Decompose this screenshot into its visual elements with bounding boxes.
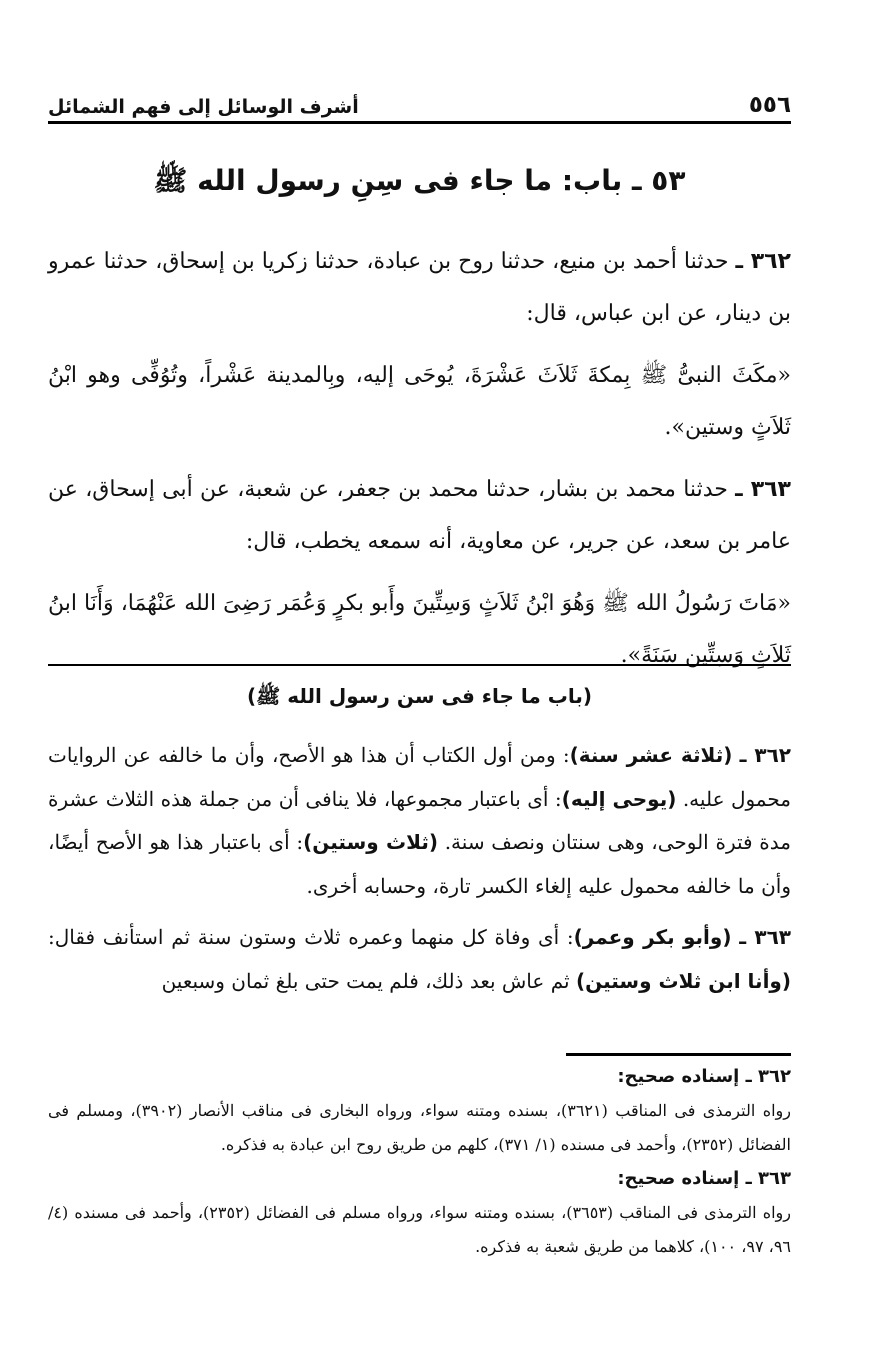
book-title: أشرف الوسائل إلى فهم الشمائل [48,96,359,118]
footnote-363-text: رواه الترمذى فى المناقب (٣٦٥٣)، بسنده ومتنه سواء، ورواه مسلم فى الفضائل (٢٣٥٢)، وأحمد فى مسنده (٤/ ٩٦، ٩٧، ١٠٠)، كلاهما من طريق شعبة به فذكره. [48,1203,792,1256]
commentary-362-number: ٣٦٢ ـ [739,743,791,767]
footnote-rule [566,1053,791,1056]
footnote-362-text: رواه الترمذى فى المناقب (٣٦٢١)، بسنده ومتنه سواء، ورواه البخارى فى مناقب الأنصار (٣٩٠٢)، ومسلم فى الفضائل (٢٣٥٢)، وأحمد فى مسنده (١/ ٣٧١)، كلهم من طريق روح ابن عبادة به فذكره. [48,1101,791,1154]
book-page [48,0,791,1364]
commentary-keyword: (ثلاثة عشر سنة) [569,743,733,767]
commentary-text-segment: : أى باعتبار مجموعها، فلا ينافى أن من جملة هذه الثلاث عشرة مدة فترة الوحى، وهى سنتان ونصف سنة. [48,786,791,854]
hadith-363-isnad-text: حدثنا محمد بن بشار، حدثنا محمد بن جعفر، عن شعبة، عن أبى إسحاق، عن عامر بن سعد، عن جرير، عن معاوية، أنه سمعه يخطب، قال: [48,477,791,554]
commentary-title: (باب ما جاء فى سن رسول الله ﷺ) [246,684,593,708]
commentary-363-number: ٣٦٣ ـ [739,925,791,949]
hadith-362-number: ٣٦٢ ـ [735,249,791,274]
commentary-text-segment: ثم عاش بعد ذلك، فلم يمت حتى بلغ ثمان وسبعين [161,968,570,993]
commentary-divider [48,664,791,666]
commentary-keyword: (ثلاث وستين) [303,830,438,854]
commentary-keyword: (وأنا ابن ثلاث وستين) [575,968,791,993]
commentary-362 [48,734,791,908]
commentary-text-segment: : أى وفاة كل منهما وعمره ثلاث وستون سنة ثم استأنف فقال: [48,925,574,949]
hadith-362-isnad [48,236,791,340]
hadith-362-matn: «مكَثَ النبىُّ ﷺ بِمكةَ ثَلاَثَ عَشْرَةَ، يُوحَى إليه، وبِالمدينة عَشْراً، وتُوُفِّى وهو ابْنُ ثَلاَثٍ وستين». [48,363,791,440]
running-header [48,84,791,118]
page-number: ٥٥٦ [748,92,791,118]
commentary-363 [48,916,791,1003]
hadith-363-number: ٣٦٣ ـ [735,477,791,502]
commentary-text [48,734,791,1011]
header-rule [48,121,791,124]
hadith-363-isnad [48,464,791,568]
footnote-362-heading: ٣٦٢ ـ إسناده صحيح: [617,1066,791,1087]
main-text [48,236,791,692]
commentary-keyword: (وأبو بكر وعمر) [573,925,732,949]
commentary-text-segment: : ومن أول الكتاب أن هذا هو الأصح، وأن ما خالفه عن الروايات محمول عليه. [48,743,791,811]
commentary-keyword: (يوحى إليه) [561,786,677,811]
hadith-362-isnad-text: حدثنا أحمد بن منيع، حدثنا روح بن عبادة، حدثنا زكريا بن إسحاق، حدثنا عمرو بن دينار، عن ابن عباس، قال: [48,249,791,326]
footnotes [48,1060,791,1264]
hadith-363-matn: «مَاتَ رَسُولُ الله ﷺ وَهُوَ ابْنُ ثَلاَثٍ وَسِتِّينَ وأَبو بكرٍ وَعُمَر رَضِىَ الله عَنْهُمَا، وَأَنَا ابنُ ثَلاَثٍ وَسِتِّين سَنَةً». [48,591,791,668]
chapter-title: ٥٣ ـ باب: ما جاء فى سِنِ رسول الله ﷺ [153,164,686,197]
footnote-363-heading: ٣٦٣ ـ إسناده صحيح: [617,1168,791,1189]
commentary-text-segment: : أى باعتبار هذا هو الأصح أيضًا، وأن ما خالفه محمول عليه إلغاء الكسر تارة، وحسابه أخرى. [48,830,791,898]
